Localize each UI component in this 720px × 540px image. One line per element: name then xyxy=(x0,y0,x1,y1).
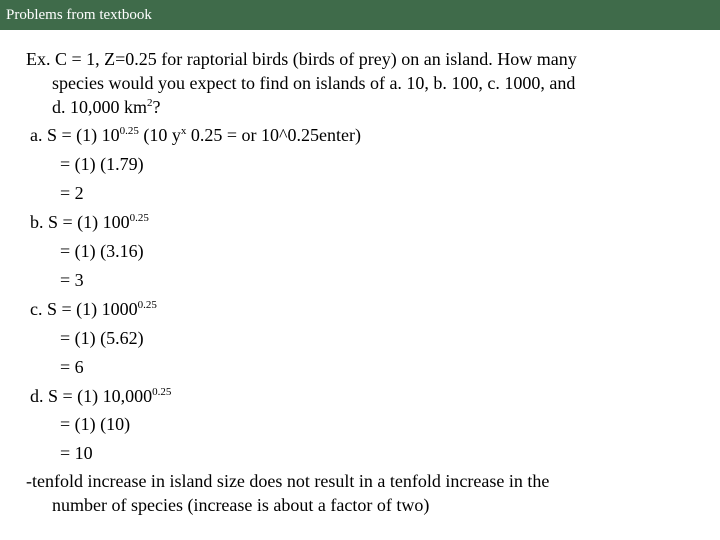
step-c-text: c. S = (1) 1000 xyxy=(30,299,138,319)
window-title: Problems from textbook xyxy=(6,7,152,23)
step-a-line-2: = (1) (1.79) xyxy=(60,154,144,174)
step-a-note: (10 y xyxy=(138,125,181,145)
step-d-result: = 10 xyxy=(60,443,93,463)
step-a-text: a. S = (1) 10 xyxy=(30,125,120,145)
problem-line-3-text: d. 10,000 km xyxy=(52,97,148,117)
step-b-line-2: = (1) (3.16) xyxy=(60,241,144,261)
problem-line-1: Ex. C = 1, Z=0.25 for raptorial birds (birds of prey) on an island. How many xyxy=(26,49,577,69)
step-b-result: = 3 xyxy=(60,270,84,290)
step-a-note-end: 0.25 = or 10^0.25enter) xyxy=(186,125,361,145)
problem-line-2: species would you expect to find on islands of a. 10, b. 100, c. 1000, and xyxy=(52,73,576,93)
step-c-line-2: = (1) (5.62) xyxy=(60,328,144,348)
step-d-exponent: 0.25 xyxy=(152,386,172,398)
step-b-text: b. S = (1) 100 xyxy=(30,212,130,232)
step-c-exponent: 0.25 xyxy=(137,299,157,311)
exponent: 2 xyxy=(147,97,153,109)
step-c-equation xyxy=(30,298,157,320)
question-mark: ? xyxy=(152,97,161,117)
conclusion-line-1: -tenfold increase in island size does not result in a tenfold increase in the xyxy=(26,471,550,491)
step-a-exponent: 0.25 xyxy=(119,125,139,137)
step-d-equation xyxy=(30,385,171,407)
step-b-equation xyxy=(30,211,149,233)
step-a-yx-exponent: x xyxy=(180,125,187,137)
problem-line-3 xyxy=(52,96,161,118)
step-d-line-2: = (1) (10) xyxy=(60,414,131,434)
step-a-result: = 2 xyxy=(60,183,84,203)
step-c-result: = 6 xyxy=(60,357,84,377)
step-d-text: d. S = (1) 10,000 xyxy=(30,386,153,406)
step-a-equation xyxy=(30,124,361,146)
conclusion-line-2: number of species (increase is about a factor of two) xyxy=(52,495,430,515)
step-b-exponent: 0.25 xyxy=(129,212,149,224)
